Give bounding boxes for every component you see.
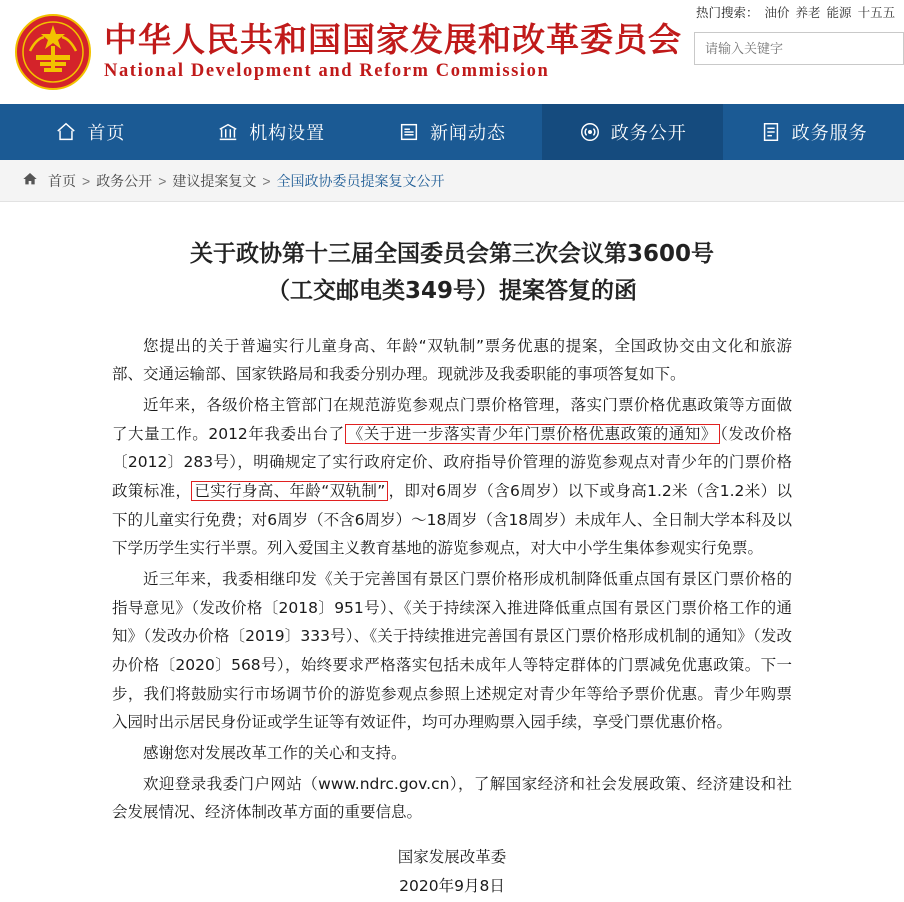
document-body xyxy=(112,332,792,827)
paragraph-2-end: ，即对6周岁（含6周岁）以下或身高1.2米（含1.2米）以下的儿童实行免费；对6周岁（不含6周岁）～18周岁（含18周岁）未成年人、全日制大学本科及以下学历学生实行半票。列入爱国主义教育基地的游览参观点，对大中小学生集体参观实行免票。 xyxy=(112,481,792,558)
hot-search-word[interactable]: 十五五 xyxy=(857,6,896,20)
site-title-cn: 中华人民共和国国家发展和改革委员会 xyxy=(104,20,682,59)
hot-search-row xyxy=(694,4,904,22)
paragraph-4: 感谢您对发展改革工作的关心和支持。 xyxy=(143,744,407,762)
nav-item-organization[interactable] xyxy=(181,104,362,160)
breadcrumb-separator: > xyxy=(82,172,91,189)
news-icon xyxy=(398,121,420,143)
paragraph-2 xyxy=(112,391,792,563)
breadcrumb-separator: > xyxy=(262,172,271,189)
site-title-en: National Development and Reform Commission xyxy=(104,60,550,81)
nav-label: 政务公开 xyxy=(610,123,687,143)
hot-search-word[interactable]: 养老 xyxy=(795,6,821,20)
paragraph-2-mid: （发改价格〔2012〕283号），明确规定了实行政府定价、政府指导价管理的游览参观点对青少年的门票价格政策标准， xyxy=(112,424,792,500)
bank-icon xyxy=(217,121,239,143)
site-header xyxy=(0,0,904,104)
breadcrumb-separator: > xyxy=(158,172,167,189)
nav-label: 首页 xyxy=(87,123,126,143)
search-input[interactable] xyxy=(703,40,895,57)
breadcrumb-item-current[interactable]: 全国政协委员提案复文公开 xyxy=(276,172,445,189)
paragraph-3: 近三年来，我委相继印发《关于完善国有景区门票价格形成机制降低重点国有景区门票价格的指导意见》（发改价格〔2018〕951号）、《关于持续深入推进降低重点国有景区门票价格工作的通知》（发改办价格〔2019〕333号）、《关于持续推进完善国有景区门票价格形成机制的通知》（发改办价格〔2020〕568号），始终要求严格落实包括未成年人等特定群体的门票减免优惠政策。下一步，我们将鼓励实行市场调节价的游览参观点参照上述规定对青少年等给予票价优惠。青少年购票入园时出示居民身份证或学生证等有效证件，均可办理购票入园手续，享受门票优惠价格。 xyxy=(112,569,792,732)
search-box[interactable] xyxy=(694,32,904,65)
hot-search-word[interactable]: 能源 xyxy=(826,6,852,20)
page-title xyxy=(112,236,792,310)
paragraph-2-lead: 近年来，各级价格主管部门在规范游览参观点门票价格管理，落实门票价格优惠政策等方面做了大量工作。2012年我委出台了 xyxy=(112,395,792,443)
nav-label: 新闻动态 xyxy=(429,123,506,143)
breadcrumb-item-proposal-replies[interactable]: 建议提案复文 xyxy=(172,172,257,189)
search-area xyxy=(694,0,904,65)
highlight-dual-track: 已实行身高、年龄“双轨制” xyxy=(191,481,388,501)
paragraph-5: 欢迎登录我委门户网站（www.ndrc.gov.cn），了解国家经济和社会发展政策、经济建设和社会发展情况、经济体制改革方面的重要信息。 xyxy=(112,774,792,822)
signature-block xyxy=(112,843,792,902)
nav-item-home[interactable] xyxy=(0,104,181,160)
page-title-line2: （工交邮电类349号）提案答复的函 xyxy=(266,277,637,304)
national-emblem-icon xyxy=(14,13,92,91)
highlight-notice-title: 《关于进一步落实青少年门票价格优惠政策的通知》 xyxy=(345,424,720,444)
nav-item-government-disclosure[interactable] xyxy=(542,104,723,160)
document-content xyxy=(0,202,904,902)
signature-date: 2020年9月8日 xyxy=(399,877,505,896)
nav-label: 政务服务 xyxy=(791,123,868,143)
breadcrumb-item-home[interactable]: 首页 xyxy=(48,172,76,189)
main-nav xyxy=(0,104,904,160)
document-icon xyxy=(760,121,782,143)
nav-label: 机构设置 xyxy=(249,123,326,143)
home-icon xyxy=(22,171,38,190)
nav-item-government-service[interactable] xyxy=(723,104,904,160)
broadcast-icon xyxy=(579,121,601,143)
hot-search-label: 热门搜索： xyxy=(696,6,759,20)
site-title-block xyxy=(104,21,682,83)
hot-search-word[interactable]: 油价 xyxy=(764,6,790,20)
paragraph-1: 您提出的关于普遍实行儿童身高、年龄“双轨制”票务优惠的提案，全国政协交由文化和旅游部、交通运输部、国家铁路局和我委分别办理。现就涉及我委职能的事项答复如下。 xyxy=(112,336,792,384)
nav-item-news[interactable] xyxy=(362,104,543,160)
breadcrumb xyxy=(0,160,904,202)
breadcrumb-item-disclosure[interactable]: 政务公开 xyxy=(96,172,153,189)
home-icon xyxy=(55,121,77,143)
page-title-line1: 关于政协第十三届全国委员会第三次会议第3600号 xyxy=(189,241,714,267)
signature-organization: 国家发展改革委 xyxy=(397,848,507,867)
